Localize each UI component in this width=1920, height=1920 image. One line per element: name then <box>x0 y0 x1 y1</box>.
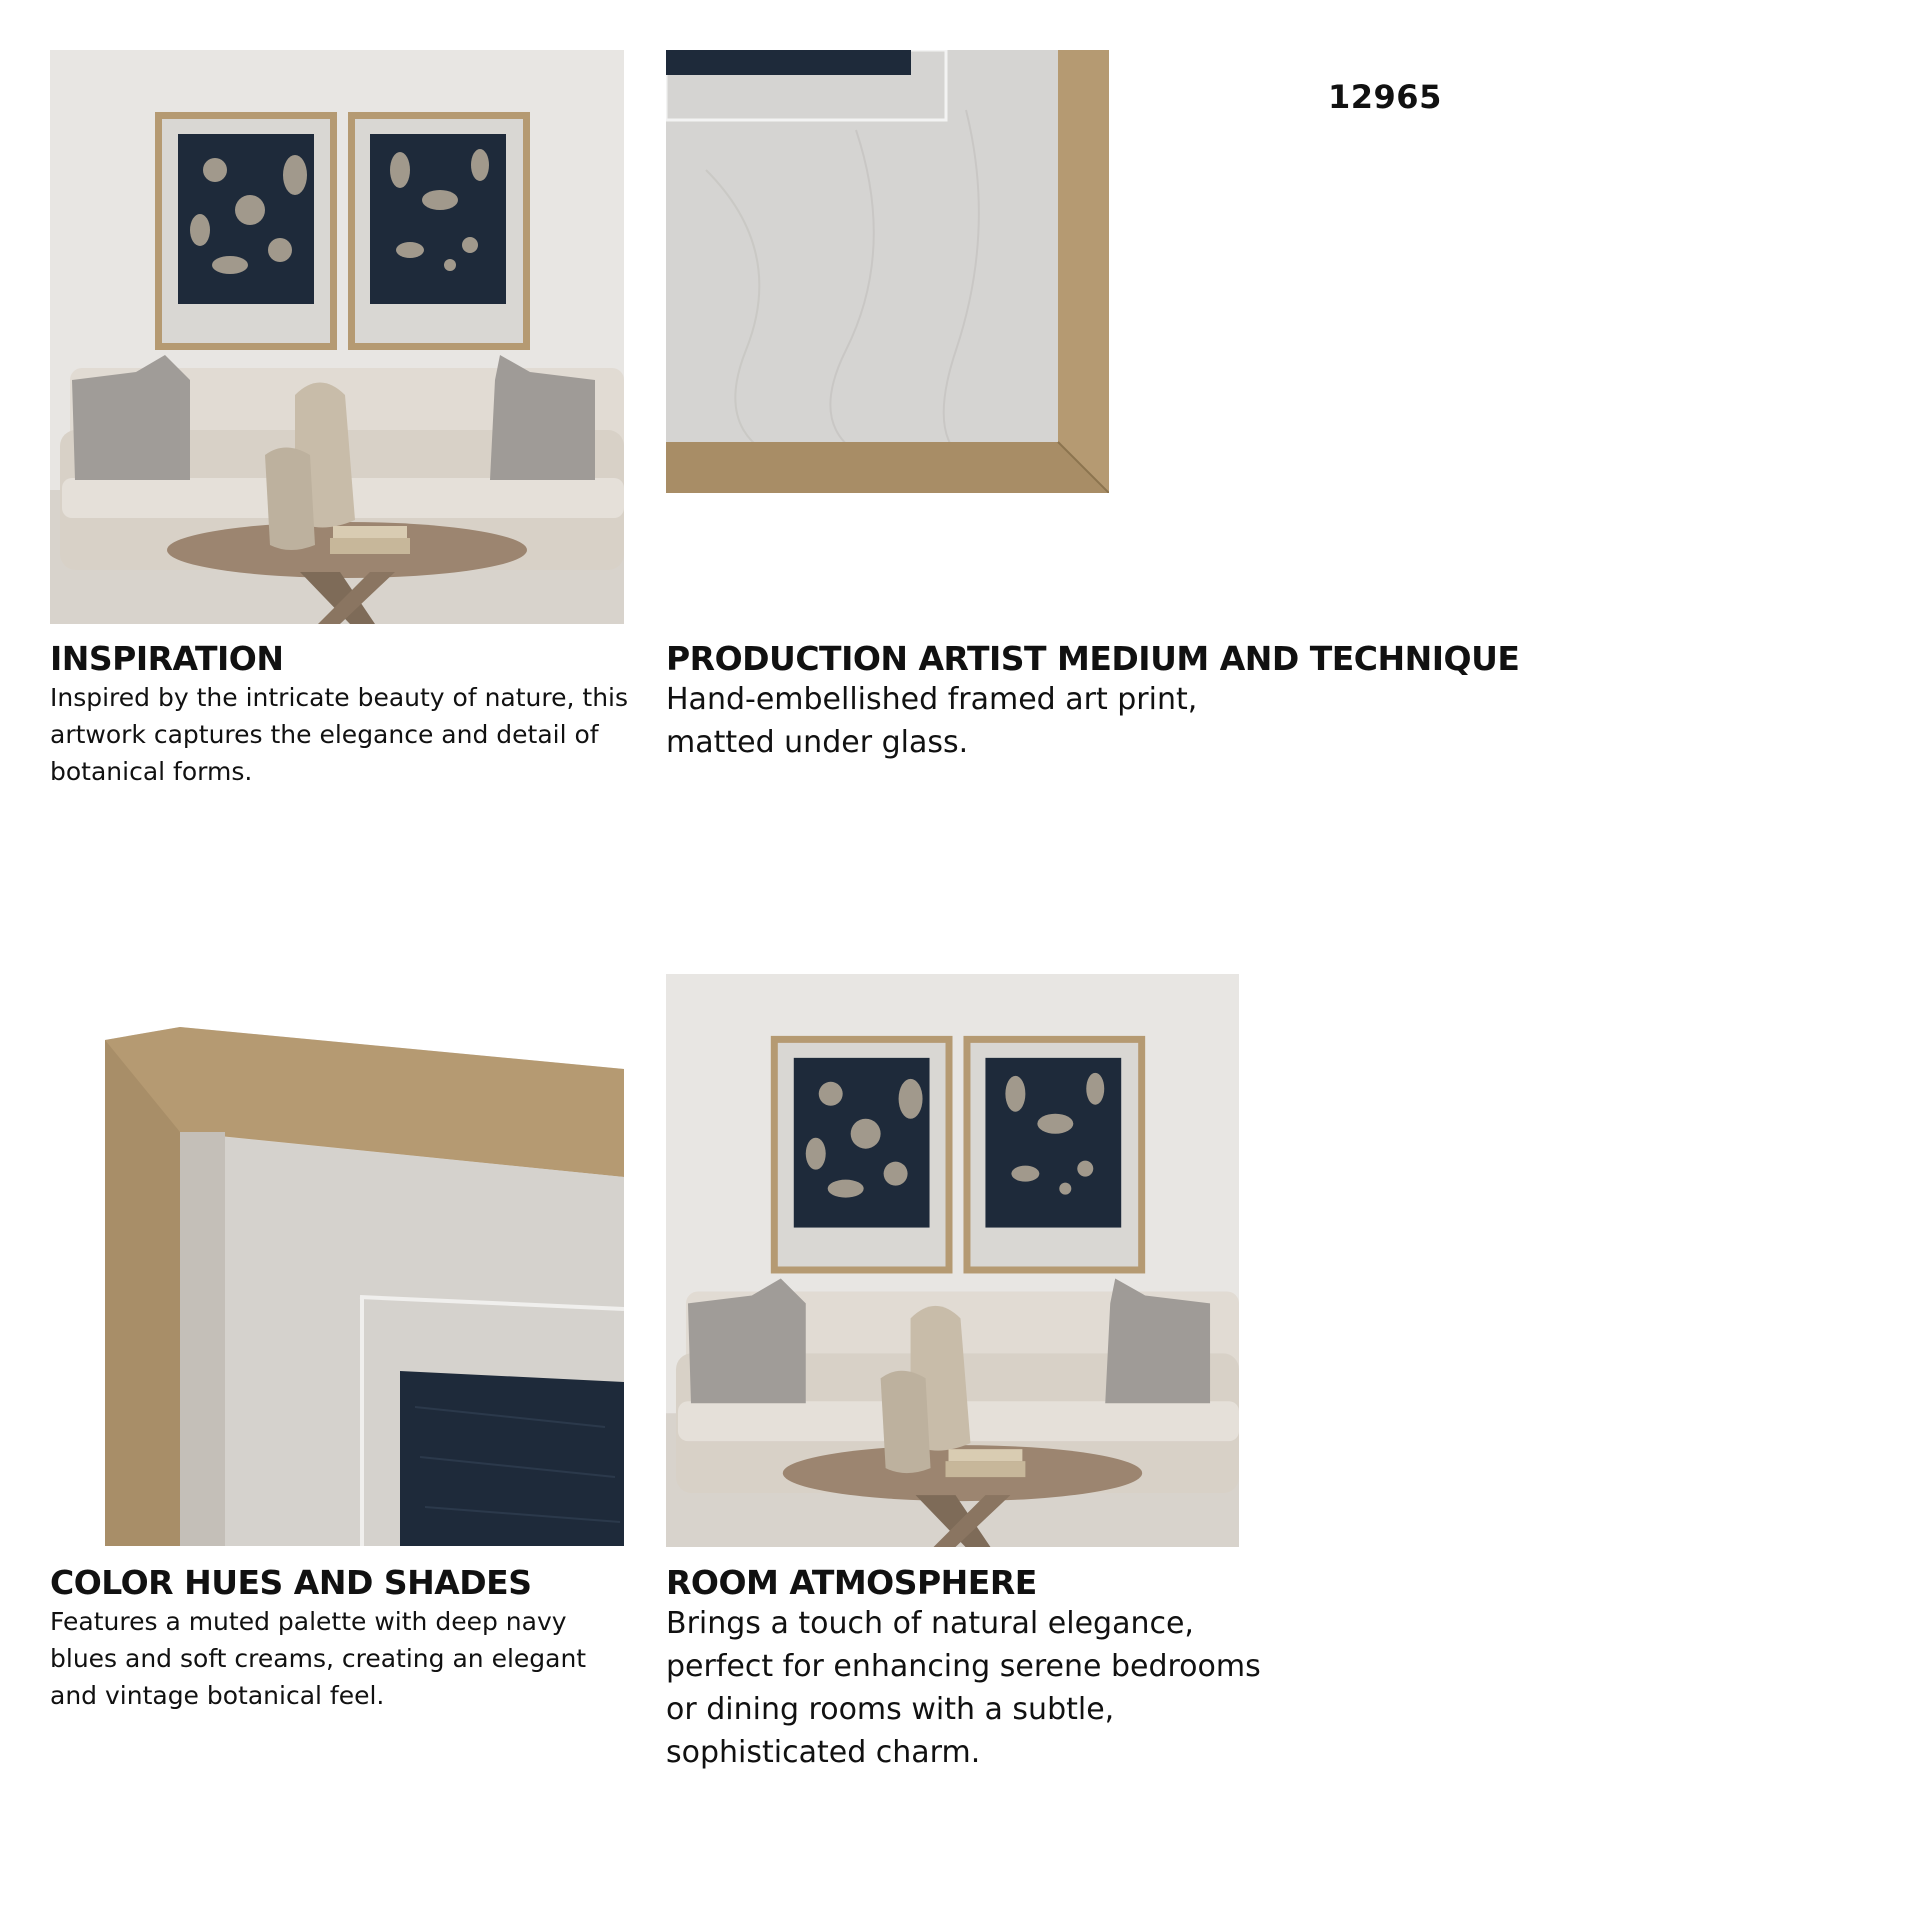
color-closeup-photo <box>105 1027 624 1546</box>
product-number: 12965 <box>1328 78 1442 116</box>
production-line: Hand-embellished framed art print, <box>666 682 1198 717</box>
color-text <box>50 1603 630 1714</box>
room-line: Brings a touch of natural elegance, <box>666 1606 1194 1641</box>
color-heading: COLOR HUES AND SHADES <box>50 1563 532 1602</box>
production-line: matted under glass. <box>666 725 969 760</box>
room-heading: ROOM ATMOSPHERE <box>666 1563 1037 1602</box>
frame-corner-closeup-photo <box>666 50 1109 493</box>
room-line: perfect for enhancing serene bedrooms <box>666 1649 1261 1684</box>
room-atmosphere-photo <box>666 974 1239 1547</box>
production-text <box>666 678 1306 764</box>
inspiration-line: Inspired by the intricate beauty of nature, this <box>50 683 629 712</box>
inspiration-line: artwork captures the elegance and detail of <box>50 720 599 749</box>
room-text <box>666 1602 1306 1774</box>
inspiration-line: botanical forms. <box>50 757 253 786</box>
inspiration-heading: INSPIRATION <box>50 639 284 678</box>
production-heading: PRODUCTION ARTIST MEDIUM AND TECHNIQUE <box>666 639 1520 678</box>
color-line: Features a muted palette with deep navy <box>50 1607 567 1636</box>
color-line: blues and soft creams, creating an elegant <box>50 1644 587 1673</box>
inspiration-text <box>50 679 630 790</box>
room-line: or dining rooms with a subtle, <box>666 1692 1115 1727</box>
room-scene-photo <box>50 50 624 624</box>
room-line: sophisticated charm. <box>666 1735 981 1770</box>
color-line: and vintage botanical feel. <box>50 1681 385 1710</box>
